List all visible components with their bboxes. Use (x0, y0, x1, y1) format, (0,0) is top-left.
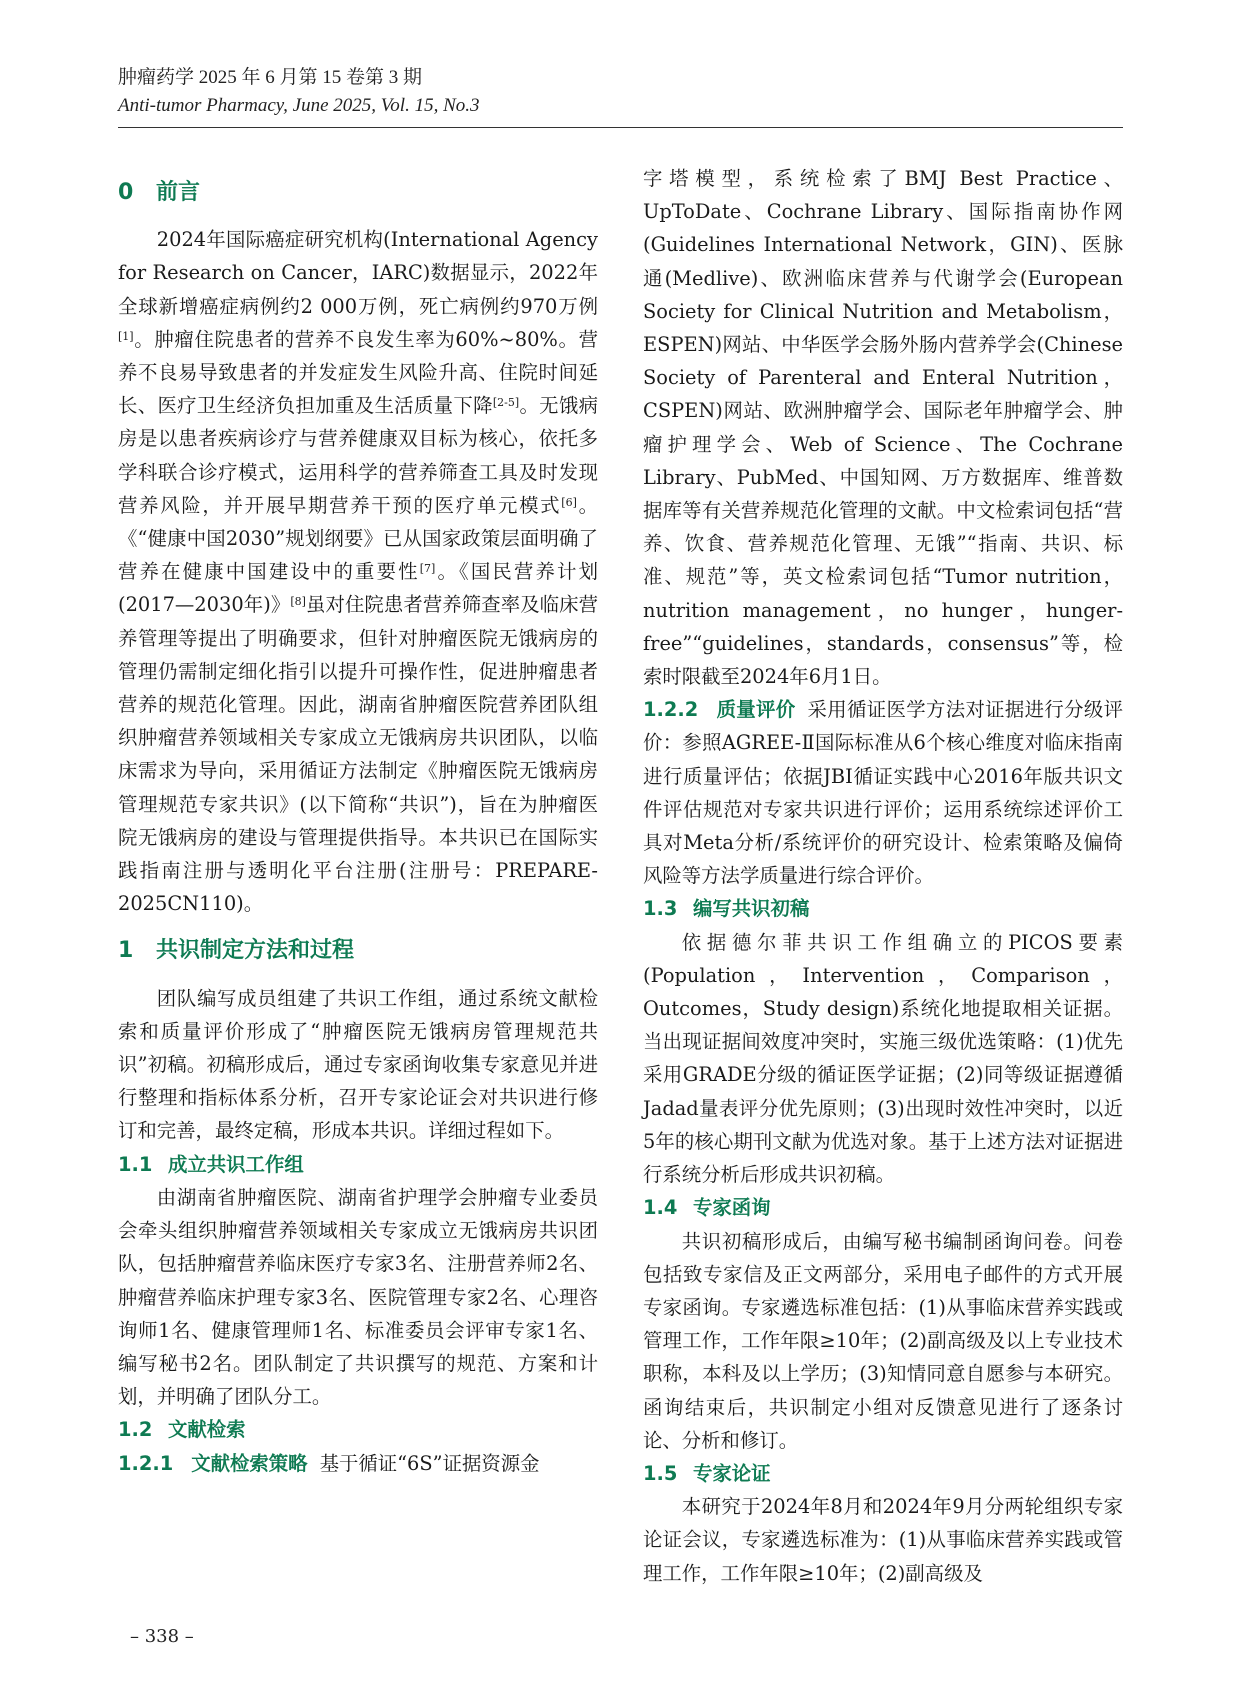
section-0-heading: 0 前言 (118, 180, 201, 205)
citation: [2-5] (492, 396, 520, 410)
section-1-2-heading: 1.2 文献检索 (118, 1418, 246, 1442)
section-1-1-heading: 1.1 成立共识工作组 (118, 1152, 304, 1176)
intro-paragraph: 2024年国际癌症研究机构(International Agency for Research on Cancer，IARC)数据显示，2022年全球新增癌症病例约2 000万例，死亡病例约970万例[1]。肿瘤住院患者的营养不良发生率为60%~80%。营养不良易导致患者的并发症发生风险升高、住院时间延长、医疗卫生经济负担加重及生活质量下降[2-5]。无饿病房是以患者疾病诊疗与营养健康双目标为核心，依托多学科联合诊疗模式，运用科学的营养筛查工具及时发现营养风险，并开展早期营养干预的医疗单元模式[6]。《“健康中国2030”规划纲要》已从国家政策层面明确了营养在健康中国建设中的重要性[7]。《国民营养计划(2017—2030年)》[8]虽对住院患者营养筛查率及临床营养管理等提出了明确要求，但针对肿瘤医院无饿病房的管理仍需制定细化指引以提升可操作性，促进肿瘤患者营养的规范化管理。因此，湖南省肿瘤医院营养团队组织肿瘤营养领域相关专家成立无饿病房共识团队，以临床需求为导向，采用循证方法制定《肿瘤医院无饿病房管理规范专家共识》(以下简称“共识”)，旨在为肿瘤医院无饿病房的建设与管理提供指导。本共识已在国际实践指南注册与透明化平台注册(注册号：PREPARE-2025CN110)。 (118, 228, 599, 916)
section-1-paragraph: 团队编写成员组建了共识工作组，通过系统文献检索和质量评价形成了“肿瘤医院无饿病房管理规范共识”初稿。初稿形成后，通过专家函询收集专家意见并进行整理和指标体系分析，召开专家论证会对共识进行修订和完善，最终定稿，形成本共识。详细过程如下。 (118, 986, 598, 1143)
citation: [8] (290, 595, 306, 609)
section-1-2-1-paragraph: 1.2.1 文献检索策略 基于循证“6S”证据资源金 (118, 1451, 540, 1475)
section-1-5-paragraph: 本研究于2024年8月和2024年9月分两轮组织专家论证会议，专家遴选标准为：(1)从事临床营养实践或管理工作，工作年限≥10年；(2)副高级及 (643, 1495, 1123, 1585)
citation: [7] (419, 562, 436, 576)
section-1-2-1-continued: 字塔模型，系统检索了BMJ Best Practice、UpToDate、Cochrane Library、国际指南协作网(Guidelines International Network，GIN)、医脉通(Medlive)、欧洲临床营养与代谢学会(European Society for Clinical Nutrition and Metabolism，ESPEN)网站、中华医学会肠外肠内营养学会(Chinese Society of Parenteral and Enteral Nutrition，CSPEN)网站、欧洲肿瘤学会、国际老年肿瘤学会、肿瘤护理学会、Web of Science、The Cochrane Library、PubMed、中国知网、万方数据库、维普数据库等有关营养规范化管理的文献。中文检索词包括“营养、饮食、营养规范化管理、无饿”“指南、共识、标准、规范”等，英文检索词包括“Tumor nutrition，nutrition management，no hunger，hunger-free”“guidelines，standards，consensus”等，检索时限截至2024年6月1日。 (643, 167, 1123, 689)
journal-title-cn: 肿瘤药学 2025 年 6 月第 15 卷第 3 期 (118, 67, 423, 88)
citation: [6] (561, 495, 577, 509)
journal-title-en: Anti-tumor Pharmacy, June 2025, Vol. 15, No.3 (118, 95, 480, 116)
citation: [1] (118, 329, 134, 343)
section-1-heading: 1 共识制定方法和过程 (118, 938, 355, 964)
section-1-4-paragraph: 共识初稿形成后，由编写秘书编制函询问卷。问卷包括致专家信及正文两部分，采用电子邮件的方式开展专家函询。专家遴选标准包括：(1)从事临床营养实践或管理工作，工作年限≥10年；(2)副高级及以上专业技术职称，本科及以上学历；(3)知情同意自愿参与本研究。函询结束后，共识制定小组对反馈意见进行了逐条讨论、分析和修订。 (643, 1229, 1123, 1452)
section-1-2-2-heading: 1.2.2 质量评价 (643, 698, 796, 722)
header-rule (118, 127, 1123, 128)
section-1-4-heading: 1.4 专家函询 (643, 1196, 771, 1220)
section-1-1-paragraph: 由湖南省肿瘤医院、湖南省护理学会肿瘤专业委员会牵头组织肿瘤营养领域相关专家成立无饿病房共识团队，包括肿瘤营养临床医疗专家3名、注册营养师2名、肿瘤营养临床护理专家3名、医院管理专家2名、心理咨询师1名、健康管理师1名、标准委员会评审专家1名、编写秘书2名。团队制定了共识撰写的规范、方案和计划，并明确了团队分工。 (118, 1185, 598, 1409)
section-1-3-paragraph: 依据德尔菲共识工作组确立的PICOS要素(Population，Intervention，Comparison，Outcomes，Study design)系统化地提取相关证据。当出现证据间效度冲突时，实施三级优选策略：(1)优先采用GRADE分级的循证医学证据；(2)同等级证据遵循Jadad量表评分优先原则；(3)出现时效性冲突时，以近5年的核心期刊文献为优选对象。基于上述方法对证据进行系统分析后形成共识初稿。 (643, 930, 1123, 1187)
running-header (118, 64, 1123, 120)
right-column (643, 162, 1123, 1590)
section-1-2-2-paragraph: 1.2.2 质量评价 采用循证医学方法对证据进行分级评价：参照AGREE-Ⅱ国际标准从6个核心维度对临床指南进行质量评估；依据JBI循证实践中心2016年版共识文件评估规范对专家共识进行评价；运用系统综述评价工具对Meta分析/系统评价的研究设计、检索策略及偏倚风险等方法学质量进行综合评价。 (643, 698, 1124, 888)
page-number: – 338 – (130, 1626, 194, 1647)
section-1-5-heading: 1.5 专家论证 (643, 1461, 771, 1485)
section-1-3-heading: 1.3 编写共识初稿 (643, 897, 810, 921)
section-1-2-1-heading: 1.2.1 文献检索策略 (118, 1451, 308, 1475)
left-column (118, 162, 598, 1480)
